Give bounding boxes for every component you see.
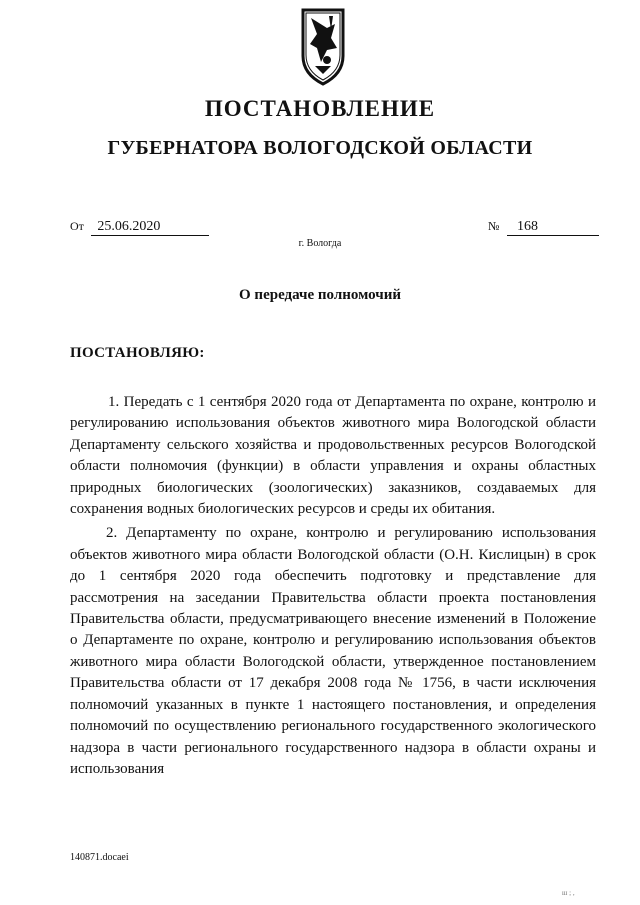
scan-marks: ш ; , <box>562 889 575 897</box>
vologda-coat-of-arms-icon <box>297 4 349 90</box>
number-prefix: № <box>488 219 500 233</box>
number-field <box>488 219 599 236</box>
document-title: ПОСТАНОВЛЕНИЕ <box>204 96 436 121</box>
document-subject: О передаче полномочий <box>239 287 401 303</box>
paragraph-1: 1. Передать с 1 сентября 2020 года от Департамента по охране, контролю и регулированию использования объектов животного мира Вологодской области Департаменту сельского хозяйства и продовольственных ресурсов Вологодской области полномочия (функции) в области управления и охраны областных природных биологических (зоологических) заказников, создаваемых для сохранения водных биологических ресурсов и среды их обитания. <box>70 394 596 518</box>
date-prefix: От <box>70 219 84 233</box>
city-label: г. Вологда <box>298 238 342 249</box>
document-number: 168 <box>507 219 599 236</box>
file-code: 140871.docaei <box>70 852 129 863</box>
document-date: 25.06.2020 <box>91 219 209 236</box>
paragraph-2: 2. Департаменту по охране, контролю и регулированию использования объектов животного мира области Вологодской области (О.Н. Кислицын) в срок до 1 сентября 2020 года обеспечить подготовку и представление для рассмотрения на заседании Правительства области проекта постановления Правительства области, предусматривающего внесение изменений в Положение о Департаменте по охране, контролю и регулированию использования объектов животного мира области Вологодской области, утвержденное постановлением Правительства области от 17 декабря 2008 года № 1756, в части исключения полномочий указанных в пункте 1 настоящего постановления, и определения полномочий по осуществлению регионального государственного экологического надзора в части регионального государственного надзора в области охраны и использования <box>70 525 596 777</box>
document-body <box>70 392 596 783</box>
date-field <box>70 219 209 236</box>
document-subtitle: ГУБЕРНАТОРА ВОЛОГОДСКОЙ ОБЛАСТИ <box>107 137 533 159</box>
decree-heading: ПОСТАНОВЛЯЮ: <box>70 345 205 361</box>
